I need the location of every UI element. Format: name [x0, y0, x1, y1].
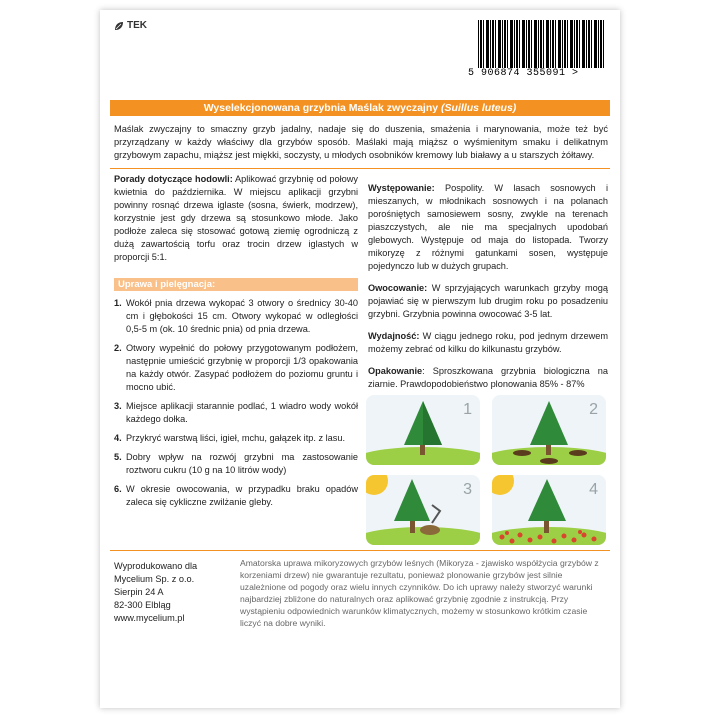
producer-line: Wyprodukowano dla — [114, 561, 198, 571]
packaging-text: : Sproszkowana grzybnia biologiczna na ziarnie. Prawdopodobieństwo plonowania 85% - 87% — [368, 366, 608, 389]
illustration-number: 1 — [463, 401, 472, 418]
illustration-number: 4 — [589, 481, 598, 498]
seed-packet-back — [100, 10, 620, 708]
care-heading: Uprawa i pielęgnacja: — [114, 278, 358, 291]
illustration-step-3 — [366, 475, 480, 545]
intro-text: Maślak zwyczajny to smaczny grzyb jadalny, nadaje się do duszenia, smażenia i marynowania, może też być przyrządzany w każdy właściwy dla grzybów sposób. Maślaki mają miąższ o wyśmienitym smaku i delikatnym grzybowym zapachu, miąższ jest miękki, soczysty, u młodych osobników kremowy lub białawy a u starszych żółtawy. — [114, 124, 608, 160]
advice-paragraph — [114, 173, 358, 264]
left-column — [114, 173, 358, 515]
instruction-illustrations — [366, 395, 608, 545]
producer-info — [114, 560, 234, 625]
care-step — [114, 432, 358, 445]
step-text: Wokół pnia drzewa wykopać 3 otwory o średnicy 30-40 cm i głębokości 15 cm. Otwory wykopać w odległości 0,5-5 m (ok. 10 średnic pnia) od pnia drzewa. — [126, 298, 358, 334]
step-number: 2. — [114, 343, 122, 353]
step-number: 1. — [114, 298, 122, 308]
care-step — [114, 297, 358, 336]
product-title — [110, 100, 610, 116]
step-text: W okresie owocowania, w przypadku braku opadów zaleca się cykliczne zwilżanie gleby. — [126, 484, 358, 507]
producer-name: Mycelium Sp. z o.o. — [114, 574, 195, 584]
illustration-step-2 — [492, 395, 606, 465]
care-step — [114, 400, 358, 426]
packaging-paragraph — [368, 365, 608, 391]
producer-city: 82-300 Elbląg — [114, 600, 171, 610]
illustration-number: 3 — [463, 481, 472, 498]
step-number: 6. — [114, 484, 122, 494]
producer-address: Sierpin 24 A — [114, 587, 164, 597]
brand-name: TEK — [127, 20, 147, 31]
occurrence-label: Występowanie: — [368, 183, 435, 193]
step-text: Dobry wpływ na rozwój grzybni ma zastosowanie roztworu cukru (10 g na 10 litrów wody) — [126, 452, 358, 475]
fruiting-label: Owocowanie: — [368, 283, 428, 293]
care-step — [114, 342, 358, 394]
advice-label: Porady dotyczące hodowli: — [114, 174, 233, 184]
brand-logo — [114, 20, 147, 31]
illustration-number: 2 — [589, 401, 598, 418]
fruiting-text: W sprzyjających warunkach grzyby mogą pojawiać się w pierwszym lub drugim roku po posadzeniu grzybni. Grzybnia powinna owocować 3-5 lat. — [368, 283, 608, 319]
occurrence-paragraph — [368, 182, 608, 273]
divider — [110, 550, 610, 551]
product-title-main: Wyselekcjonowana grzybnia Maślak zwyczajny — [203, 102, 439, 114]
right-column — [368, 182, 608, 400]
step-number: 5. — [114, 452, 122, 462]
step-number: 4. — [114, 433, 122, 443]
divider — [110, 168, 610, 169]
producer-website: www.mycelium.pl — [114, 613, 185, 623]
step-text: Otwory wypełnić do połowy przygotowanym podłożem, następnie umieścić grzybnię w proporcji 1/3 opakowania na każdy otwór. Zasypać podłożem do poziomu gruntu i mocno ubić. — [126, 343, 358, 392]
care-step — [114, 451, 358, 477]
barcode-bars — [478, 20, 604, 68]
illustration-step-4 — [492, 475, 606, 545]
disclaimer-text: Amatorska uprawa mikoryzowych grzybów leśnych (Mikoryza - zjawisko współżycia grzybów z korzeniami drzew) nie gwarantuje rezultatu, ponieważ plonowanie grzybów jest silnie uzależnione od pogody oraz wielu innych czynników. Do ich uprawy należy stworzyć warunki najbardziej zbliżone do naturalnych oraz aplikować grzybnię zgodnie z instrukcją. Przy wystąpieniu odpowiednich warunków klimatycznych, możemy w stosunkowo krótkim czasie liczyć na dobre wyniki. — [240, 558, 599, 628]
packaging-label: Opakowanie — [368, 366, 423, 376]
advice-text: Aplikować grzybnię od połowy kwietnia do października. W miejscu aplikacji grzybni powinny rosnąć drzewa iglaste (sosna, świerk, modrzew), korzystnie jest gdy drzewa są stosunkowo młode. Jako podłoże zaleca się stosować gotową ziemię ogrodniczą z dużą zawartością torfu oraz trocin drzew iglastych w proporcji 5:1. — [114, 174, 359, 262]
barcode-digits: 5 906874 355091 > — [468, 68, 579, 79]
barcode — [468, 20, 608, 82]
product-title-latin: (Suillus luteus) — [441, 102, 517, 114]
fruiting-paragraph — [368, 282, 608, 321]
yield-paragraph — [368, 330, 608, 356]
occurrence-text: Pospolity. W lasach sosnowych i mieszanych, w młodnikach sosnowych i na polanach porośniętych samosiewem sosny, zwykle na terenach piaszczystych, ale nie ma specjalnych upodobań glebowych. Występuje od maja do listopada. Tworzy mikoryzę z różnymi gatunkami sosen, występuje pojedynczo lub w dużych grupach. — [368, 183, 608, 271]
illustration-step-1 — [366, 395, 480, 465]
yield-label: Wydajność: — [368, 331, 420, 341]
leaf-icon — [114, 21, 124, 31]
step-text: Przykryć warstwą liści, igieł, mchu, gałązek itp. z lasu. — [126, 433, 346, 443]
step-text: Miejsce aplikacji starannie podlać, 1 wiadro wody wokół każdego dołka. — [126, 401, 358, 424]
yield-text: W ciągu jednego roku, pod jednym drzewem możemy zebrać od kilku do kilkunastu grzybów. — [368, 331, 608, 354]
care-step — [114, 483, 358, 509]
step-number: 3. — [114, 401, 122, 411]
